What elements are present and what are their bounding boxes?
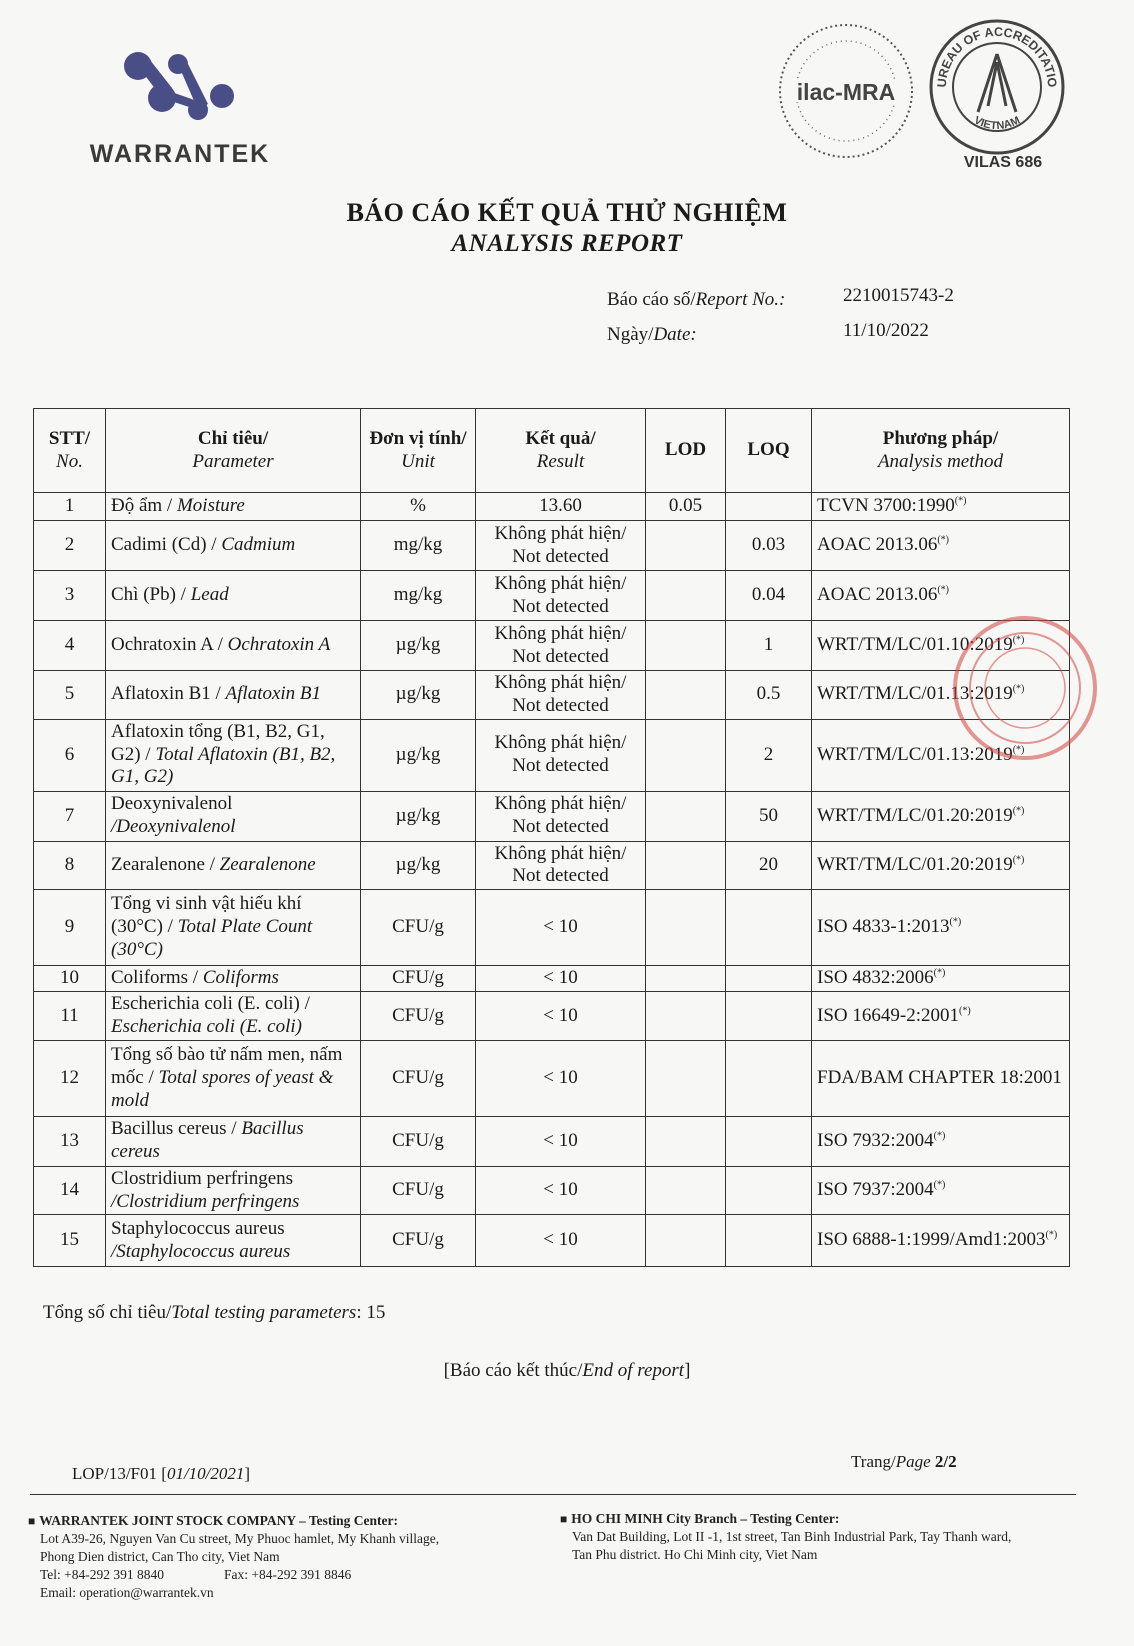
- row-loq: [726, 1040, 812, 1116]
- row-parameter: Zearalenone / Zearalenone: [106, 841, 361, 890]
- row-lod: [646, 719, 726, 791]
- row-unit: CFU/g: [361, 1215, 476, 1267]
- row-lod: [646, 571, 726, 621]
- row-method: WRT/TM/LC/01.13:2019(*): [812, 719, 1070, 791]
- row-method: WRT/TM/LC/01.13:2019(*): [812, 671, 1070, 720]
- row-method: TCVN 3700:1990(*): [812, 493, 1070, 521]
- row-lod: [646, 621, 726, 671]
- svg-text:VIETNAM: [972, 114, 1022, 132]
- row-lod: [646, 791, 726, 841]
- header-lod: LOD: [646, 409, 726, 493]
- row-result: Không phát hiện/ Not detected: [476, 621, 646, 671]
- end-of-report: [Báo cáo kết thúc/End of report]: [443, 1360, 691, 1381]
- row-number: 13: [34, 1116, 106, 1166]
- row-parameter: Chì (Pb) / Lead: [106, 571, 361, 621]
- table-row: [34, 992, 1070, 1041]
- row-method: ISO 7932:2004(*): [812, 1116, 1070, 1166]
- row-parameter: Aflatoxin B1 / Aflatoxin B1: [106, 671, 361, 720]
- footer-left-address: ■ WARRANTEK JOINT STOCK COMPANY – Testing Center: Lot A39-26, Nguyen Van Cu street, My Phuoc hamlet, My Khanh village, Phong Dien district, Can Tho city, Viet Nam Tel: +84-292 391 8840 Fax: +84-292 391 8846 Email: operation@warrantek.vn: [28, 1513, 440, 1600]
- header-parameter: Chỉ tiêu/ Parameter: [106, 409, 361, 493]
- table-row: [34, 621, 1070, 671]
- row-loq: [726, 1116, 812, 1166]
- row-parameter: Staphylococcus aureus /Staphylococcus aureus: [106, 1215, 361, 1267]
- total-parameters: Tổng số chỉ tiêu/Total testing parameters: 15: [43, 1302, 386, 1323]
- row-loq: [726, 966, 812, 992]
- row-loq: [726, 890, 812, 966]
- row-result: 13.60: [476, 493, 646, 521]
- row-number: 12: [34, 1040, 106, 1116]
- date-label-en: Date:: [653, 324, 697, 345]
- row-loq: [726, 1166, 812, 1215]
- row-number: 4: [34, 621, 106, 671]
- row-loq: [726, 992, 812, 1041]
- row-loq: 0.04: [726, 571, 812, 621]
- row-lod: [646, 521, 726, 571]
- warrantek-logo-icon: [70, 48, 290, 143]
- table-row: [34, 966, 1070, 992]
- row-method: WRT/TM/LC/01.20:2019(*): [812, 791, 1070, 841]
- table-row: [34, 671, 1070, 720]
- row-method: WRT/TM/LC/01.20:2019(*): [812, 841, 1070, 890]
- header-no: STT/ No.: [34, 409, 106, 493]
- row-loq: 1: [726, 621, 812, 671]
- table-row: [34, 1215, 1070, 1267]
- row-result: Không phát hiện/ Not detected: [476, 719, 646, 791]
- row-parameter: Ochratoxin A / Ochratoxin A: [106, 621, 361, 671]
- row-unit: CFU/g: [361, 1166, 476, 1215]
- row-result: Không phát hiện/ Not detected: [476, 671, 646, 720]
- row-parameter: Coliforms / Coliforms: [106, 966, 361, 992]
- row-parameter: Bacillus cereus / Bacillus cereus: [106, 1116, 361, 1166]
- row-method: ISO 4833-1:2013(*): [812, 890, 1070, 966]
- row-loq: [726, 1215, 812, 1267]
- table-header-row: [34, 409, 1070, 493]
- row-parameter: Escherichia coli (E. coli) / Escherichia coli (E. coli): [106, 992, 361, 1041]
- table-row: [34, 493, 1070, 521]
- bullet-icon: ■: [560, 1512, 568, 1526]
- row-number: 14: [34, 1166, 106, 1215]
- row-result: Không phát hiện/ Not detected: [476, 841, 646, 890]
- row-method: ISO 6888-1:1999/Amd1:2003(*): [812, 1215, 1070, 1267]
- table-row: [34, 1116, 1070, 1166]
- row-unit: CFU/g: [361, 890, 476, 966]
- row-result: < 10: [476, 1215, 646, 1267]
- report-no-value: 2210015743-2: [843, 285, 954, 306]
- row-parameter: Aflatoxin tổng (B1, B2, G1, G2) / Total Aflatoxin (B1, B2, G1, G2): [106, 719, 361, 791]
- page-number: Trang/Page 2/2: [851, 1452, 957, 1471]
- row-lod: [646, 1116, 726, 1166]
- boa-logo: [926, 16, 1068, 158]
- row-lod: [646, 1215, 726, 1267]
- row-number: 6: [34, 719, 106, 791]
- row-loq: 2: [726, 719, 812, 791]
- date-label-vn: Ngày/: [607, 324, 654, 345]
- report-title-en: ANALYSIS REPORT: [451, 230, 683, 257]
- row-result: < 10: [476, 1040, 646, 1116]
- table-row: [34, 521, 1070, 571]
- row-unit: mg/kg: [361, 571, 476, 621]
- row-lod: [646, 841, 726, 890]
- header-result: Kết quả/ Result: [476, 409, 646, 493]
- row-unit: µg/kg: [361, 719, 476, 791]
- row-loq: 50: [726, 791, 812, 841]
- footer-divider: [30, 1494, 1076, 1495]
- row-number: 5: [34, 671, 106, 720]
- row-unit: CFU/g: [361, 1040, 476, 1116]
- row-method: AOAC 2013.06(*): [812, 521, 1070, 571]
- row-unit: CFU/g: [361, 992, 476, 1041]
- row-parameter: Tổng số bào tử nấm men, nấm mốc / Total spores of yeast & mold: [106, 1040, 361, 1116]
- row-number: 10: [34, 966, 106, 992]
- report-title-vn: BÁO CÁO KẾT QUẢ THỬ NGHIỆM: [346, 198, 788, 227]
- report-no-label-en: Report No.:: [695, 289, 786, 310]
- row-number: 8: [34, 841, 106, 890]
- row-parameter: Clostridium perfringens /Clostridium perfringens: [106, 1166, 361, 1215]
- row-lod: [646, 890, 726, 966]
- report-no-label-vn: Báo cáo số/: [607, 289, 696, 310]
- form-code: LOP/13/F01 [01/10/2021]: [72, 1464, 251, 1483]
- row-unit: µg/kg: [361, 621, 476, 671]
- row-lod: [646, 992, 726, 1041]
- row-number: 1: [34, 493, 106, 521]
- analysis-table: [33, 408, 1070, 1267]
- row-result: < 10: [476, 966, 646, 992]
- row-parameter: Cadimi (Cd) / Cadmium: [106, 521, 361, 571]
- row-method: ISO 4832:2006(*): [812, 966, 1070, 992]
- row-result: < 10: [476, 1166, 646, 1215]
- row-unit: µg/kg: [361, 841, 476, 890]
- table-row: [34, 1166, 1070, 1215]
- table-row: [34, 1040, 1070, 1116]
- row-result: < 10: [476, 1116, 646, 1166]
- date-value: 11/10/2022: [843, 320, 929, 341]
- row-loq: 0.03: [726, 521, 812, 571]
- table-row: [34, 841, 1070, 890]
- row-result: < 10: [476, 890, 646, 966]
- row-unit: mg/kg: [361, 521, 476, 571]
- row-number: 11: [34, 992, 106, 1041]
- footer-right-address: ■ HO CHI MINH City Branch – Testing Center: Van Dat Building, Lot II -1, 1st street, Tan Binh Industrial Park, Tay Thanh ward, Tan Phu district. Ho Chi Minh city, Viet Nam: [560, 1511, 1012, 1562]
- row-number: 2: [34, 521, 106, 571]
- table-row: [34, 791, 1070, 841]
- row-unit: %: [361, 493, 476, 521]
- row-unit: CFU/g: [361, 966, 476, 992]
- boa-country-text: VIETNAM: [971, 114, 1023, 133]
- header-loq: LOQ: [726, 409, 812, 493]
- row-parameter: Tổng vi sinh vật hiếu khí (30°C) / Total Plate Count (30°C): [106, 890, 361, 966]
- ilac-mra-text: ilac-MRA: [796, 79, 896, 105]
- table-row: [34, 719, 1070, 791]
- bullet-icon: ■: [28, 1514, 36, 1528]
- row-method: FDA/BAM CHAPTER 18:2001: [812, 1040, 1070, 1116]
- date-label: [607, 324, 697, 346]
- row-number: 7: [34, 791, 106, 841]
- row-lod: [646, 1166, 726, 1215]
- boa-ring-text: UREAU OF ACCREDITATIO: [934, 24, 1060, 88]
- row-lod: [646, 966, 726, 992]
- row-parameter: Độ ẩm / Moisture: [106, 493, 361, 521]
- row-lod: [646, 671, 726, 720]
- row-result: Không phát hiện/ Not detected: [476, 521, 646, 571]
- row-unit: µg/kg: [361, 791, 476, 841]
- row-lod: 0.05: [646, 493, 726, 521]
- row-unit: CFU/g: [361, 1116, 476, 1166]
- header-unit: Đơn vị tính/ Unit: [361, 409, 476, 493]
- row-result: Không phát hiện/ Not detected: [476, 791, 646, 841]
- vilas-code: VILAS 686: [963, 154, 1043, 171]
- row-method: AOAC 2013.06(*): [812, 571, 1070, 621]
- row-number: 9: [34, 890, 106, 966]
- row-result: Không phát hiện/ Not detected: [476, 571, 646, 621]
- warrantek-logo: [70, 48, 290, 178]
- row-unit: µg/kg: [361, 671, 476, 720]
- row-method: WRT/TM/LC/01.10:2019(*): [812, 621, 1070, 671]
- row-number: 15: [34, 1215, 106, 1267]
- row-method: ISO 16649-2:2001(*): [812, 992, 1070, 1041]
- row-result: < 10: [476, 992, 646, 1041]
- row-loq: 20: [726, 841, 812, 890]
- ilac-mra-logo: [775, 20, 917, 162]
- row-number: 3: [34, 571, 106, 621]
- row-loq: [726, 493, 812, 521]
- report-no-label: [607, 289, 785, 311]
- row-method: ISO 7937:2004(*): [812, 1166, 1070, 1215]
- row-lod: [646, 1040, 726, 1116]
- table-row: [34, 571, 1070, 621]
- row-loq: 0.5: [726, 671, 812, 720]
- header-method: Phương pháp/ Analysis method: [812, 409, 1070, 493]
- table-row: [34, 890, 1070, 966]
- logo-wordmark: WARRANTEK: [89, 140, 271, 168]
- row-parameter: Deoxynivalenol /Deoxynivalenol: [106, 791, 361, 841]
